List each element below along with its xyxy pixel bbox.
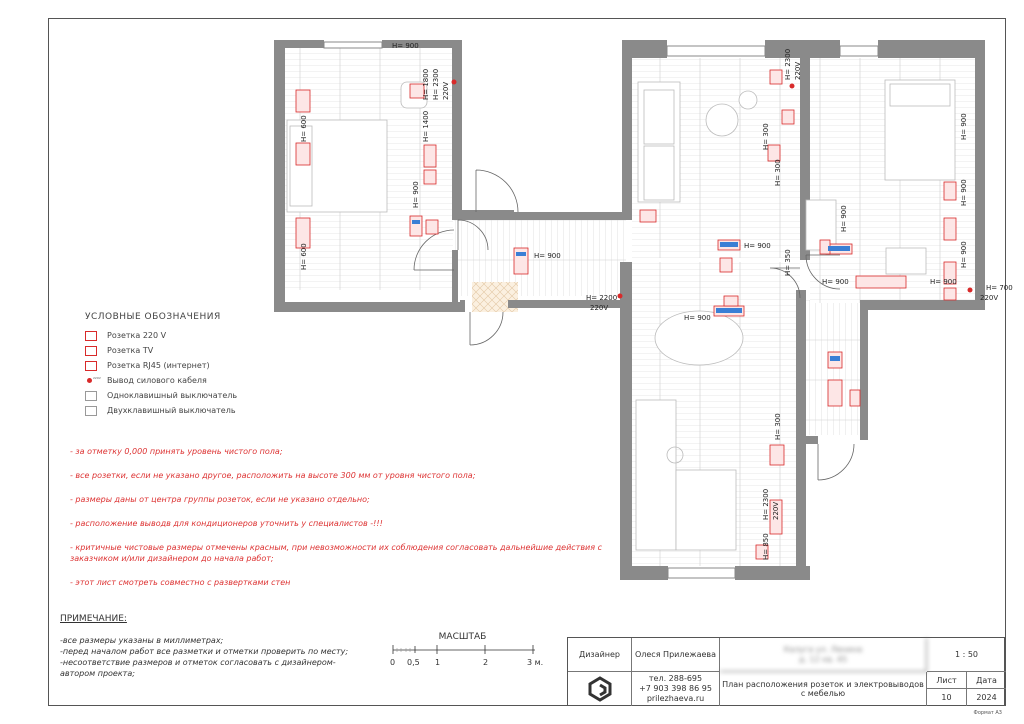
- remark-line: -все размеры указаны в миллиметрах;: [60, 636, 224, 645]
- scale-bar: [385, 632, 550, 670]
- plan-label: H= 900: [744, 242, 771, 250]
- scale-value: 1 : 50: [927, 638, 1006, 672]
- plan-label: H= 700: [986, 284, 1013, 292]
- sheet-number: 10: [927, 689, 967, 706]
- date-value: 2024: [976, 693, 997, 702]
- legend-title: УСЛОВНЫЕ ОБОЗНАЧЕНИЯ: [85, 312, 221, 322]
- note-line: - расположение выводв для кондиционеров уточнить у специалистов -!!!: [70, 519, 383, 528]
- scale-title: МАСШТАБ: [438, 632, 487, 642]
- project-address: Калуга ул. Ленина д. 12 кв. 45: [720, 638, 927, 672]
- legend-item: Розетка TV: [85, 343, 237, 358]
- plan-label: H= 900: [412, 181, 420, 208]
- scale-tick: 1: [435, 658, 441, 667]
- note-line: - критичные чистовые размеры отмечены красным, при невозможности их соблюдения согласовать дальнейшие действия с заказчиком и/или дизайнером до начала работ;: [70, 543, 603, 563]
- plan-label: H= 600: [300, 115, 308, 142]
- notes: [70, 446, 615, 601]
- plan-label: H= 1800: [422, 68, 430, 100]
- sheet-title: План расположения розеток и электровыводов с мебелью: [720, 672, 927, 706]
- legend-item: Розетка 220 V: [85, 328, 237, 343]
- scale-tick: 0,5: [407, 658, 420, 667]
- plan-label: H= 2200: [586, 294, 618, 302]
- plan-label: 220V: [590, 304, 609, 312]
- legend-item: 220V Вывод силового кабеля: [85, 373, 237, 388]
- note-line: - все розетки, если не указано другое, расположить на высоте 300 мм от уровня чистого пола;: [70, 471, 476, 480]
- legend: [85, 312, 237, 418]
- outlet-tv-icon: [85, 346, 97, 356]
- sheet-label: Лист: [927, 672, 967, 689]
- plan-label: H= 600: [300, 243, 308, 270]
- plan-label: H= 900: [960, 179, 968, 206]
- phone-1: тел. 288-695: [648, 674, 703, 683]
- remark-line: -перед началом работ все разметки и отметки проверить по месту;: [60, 647, 349, 656]
- designer-role: Дизайнер: [568, 638, 632, 672]
- note-line: - этот лист смотреть совместно с развертками стен: [70, 578, 291, 587]
- plan-label: 220V: [794, 61, 802, 80]
- plan-label: H= 900: [840, 205, 848, 232]
- plan-label: H= 850: [762, 533, 770, 560]
- plan-label: H= 2300: [784, 48, 792, 80]
- plan-label: H= 900: [684, 314, 711, 322]
- switch-double-icon: [85, 406, 97, 416]
- outlet-220-icon: [85, 331, 97, 341]
- plan-label: H= 300: [774, 413, 782, 440]
- designer-name: Олеся Прилежаева: [632, 638, 720, 672]
- scale-tick: 0: [390, 658, 396, 667]
- scale-ruler: [385, 642, 550, 656]
- remark: [60, 614, 360, 679]
- plan-label: H= 300: [762, 123, 770, 150]
- cable-outlet-icon: 220V: [85, 376, 97, 386]
- plan-label: H= 2300: [432, 68, 440, 100]
- brand-logo-icon: [587, 676, 613, 702]
- legend-item: Двухклавишный выключатель: [85, 403, 237, 418]
- phone-2: +7 903 398 86 95: [639, 684, 712, 693]
- plan-label: H= 300: [774, 159, 782, 186]
- legend-item: Одноклавишный выключатель: [85, 388, 237, 403]
- outlet-rj45-icon: [85, 361, 97, 371]
- logo: [568, 672, 632, 706]
- plan-label: H= 900: [534, 252, 561, 260]
- scale-tick: 3 м.: [527, 658, 544, 667]
- plan-label: H= 2300: [762, 488, 770, 520]
- scale-tick: 2: [483, 658, 489, 667]
- plan-label: H= 350: [784, 249, 792, 276]
- plan-label: 220V: [980, 294, 999, 302]
- plan-label: 220V: [442, 81, 450, 100]
- site-link[interactable]: prilezhaeva.ru: [646, 694, 705, 703]
- legend-item: Розетка RJ45 (интернет): [85, 358, 237, 373]
- plan-label: H= 900: [822, 278, 849, 286]
- plan-label: H= 900: [930, 278, 957, 286]
- note-line: - за отметку 0,000 принять уровень чистого пола;: [70, 447, 283, 456]
- switch-single-icon: [85, 391, 97, 401]
- note-line: - размеры даны от центра группы розеток, если не указано отдельно;: [70, 495, 370, 504]
- plan-label: H= 900: [392, 42, 419, 50]
- plan-label: 220V: [772, 501, 780, 520]
- format-label: Формат А3: [973, 710, 1002, 716]
- plan-label: H= 900: [960, 241, 968, 268]
- remark-title: ПРИМЕЧАНИЕ:: [60, 614, 127, 624]
- contacts: [632, 672, 720, 706]
- remark-line: -несоответствие размеров и отметок согласовать с дизайнером-автором проекта;: [60, 658, 336, 678]
- date-label: Дата: [967, 672, 1006, 689]
- plan-label: H= 1400: [422, 110, 430, 142]
- title-block: [567, 637, 1005, 706]
- plan-label: H= 900: [960, 113, 968, 140]
